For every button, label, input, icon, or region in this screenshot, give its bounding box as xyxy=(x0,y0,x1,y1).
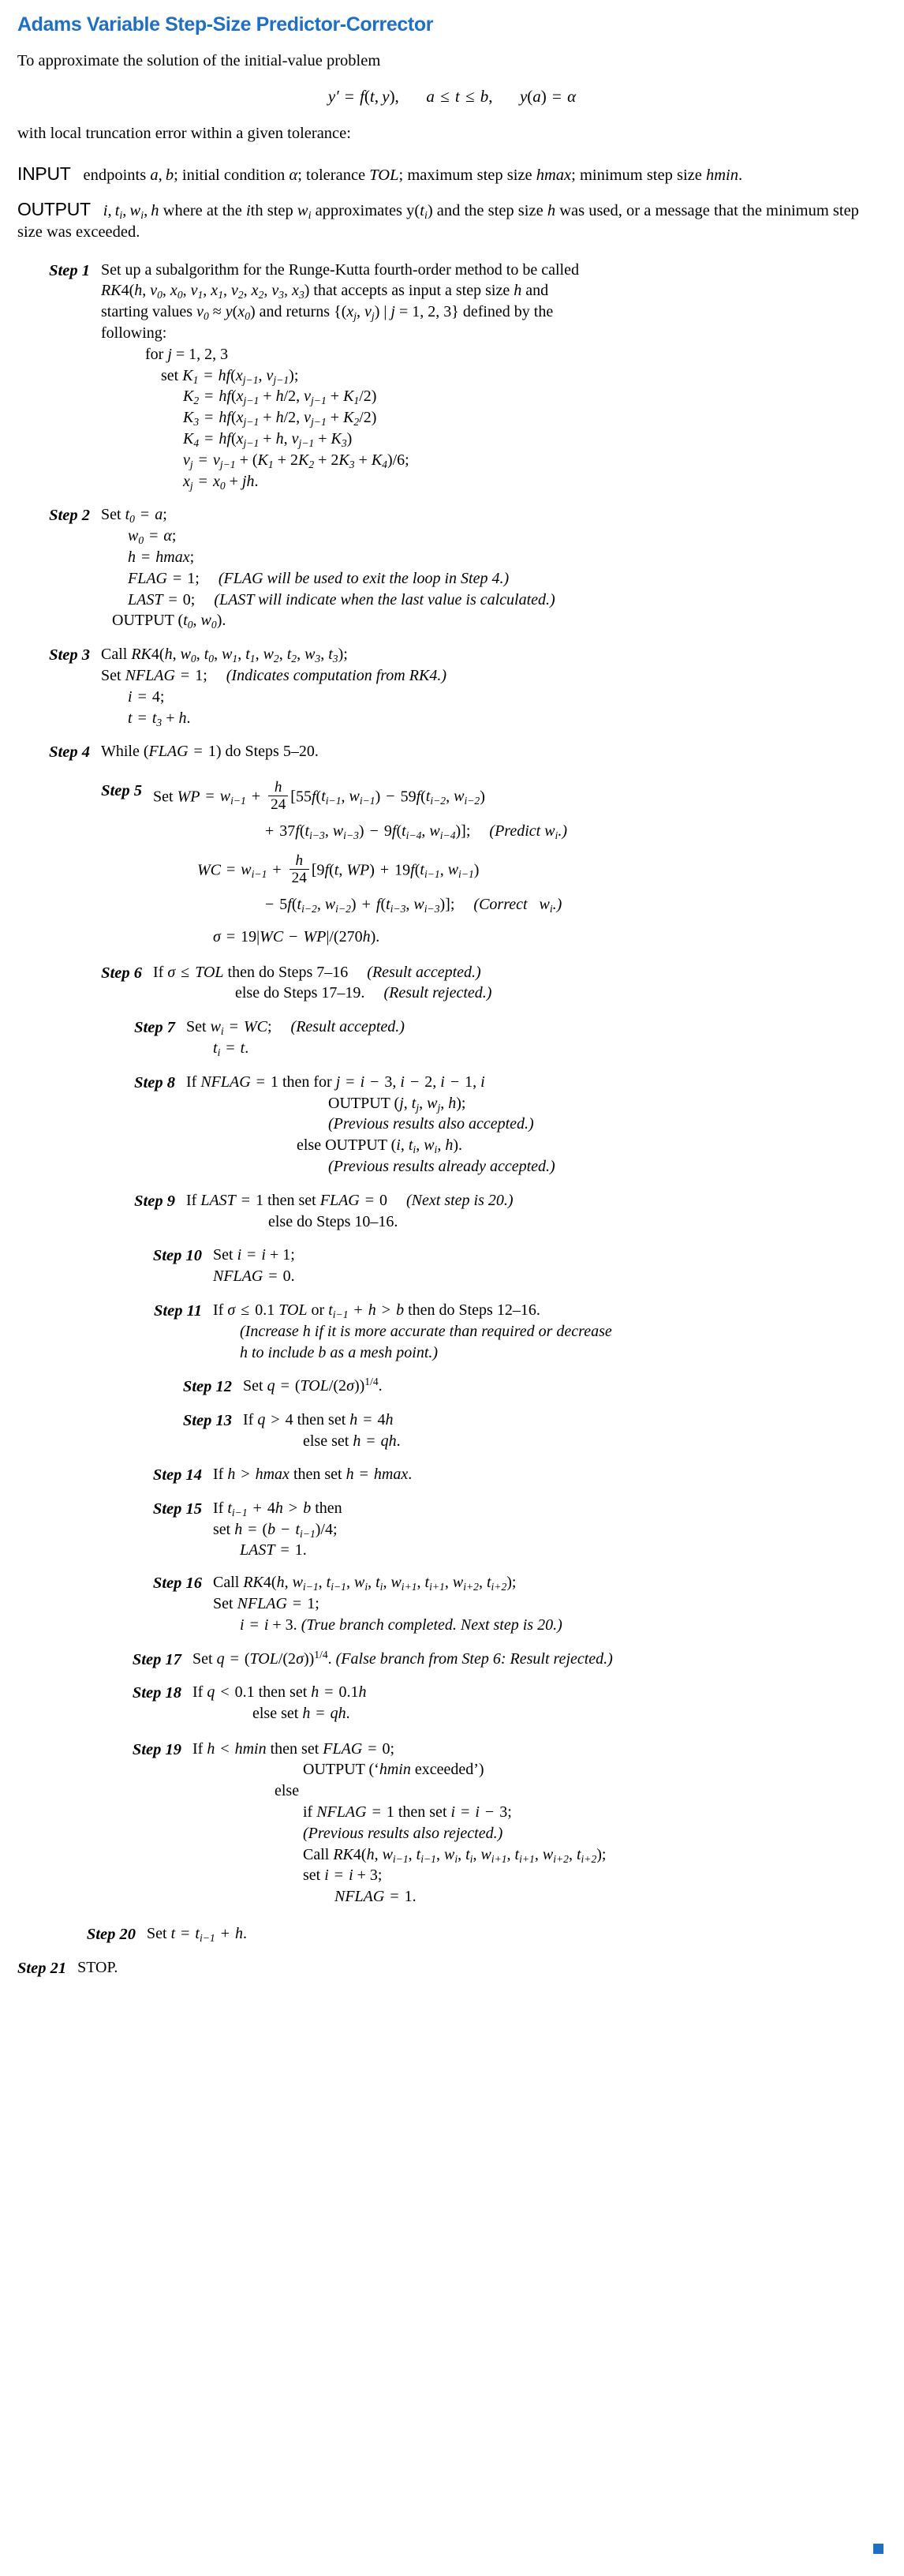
step-1-line-2: starting values $v_0 \approx y(x_0)$ and returns {($x_j$, $v_j$) | j = 1, 2, 3} defined by the xyxy=(101,303,554,323)
step-9-label: Step 9 xyxy=(134,1192,175,1210)
step-21-line-0: STOP. xyxy=(77,1958,118,1976)
step-3-line-1: Set NFLAG = 1; (Indicates computation from RK4.) xyxy=(101,666,446,684)
step-8-line-4: (Previous results already accepted.) xyxy=(328,1157,555,1175)
step-8 xyxy=(103,1072,887,1178)
step-5-line-3: − $5f(t_{i-2}$, $w_{i-2}) + f(t_{i-3}$, $w_{i-3}$)]; (Correct $w_i$.) xyxy=(265,895,562,915)
step-18 xyxy=(115,1682,887,1724)
step-1-line-0: Set up a subalgorithm for the Runge-Kutta fourth-order method to be called xyxy=(101,260,579,279)
step-2-line-5: OUTPUT ($t_0$, $w_0$). xyxy=(112,612,226,631)
step-13-line-1: else set h = qh. xyxy=(303,1432,401,1450)
step-15-label: Step 15 xyxy=(152,1500,202,1518)
step-13 xyxy=(166,1410,887,1452)
step-18-body xyxy=(181,1682,887,1724)
step-1-body xyxy=(90,260,887,492)
step-5-body xyxy=(142,780,887,948)
step-15-line-2: LAST = 1. xyxy=(240,1541,307,1559)
step-16-line-1: Set NFLAG = 1; xyxy=(213,1595,319,1613)
step-18-line-1: else set h = qh. xyxy=(252,1704,350,1722)
step-1-line-1: RK4(h, $v_0$, $x_0$, $v_1$, $x_1$, $v_2$, $x_2$, $v_3$, $x_3$) that accepts as input a step size h and xyxy=(101,282,549,301)
step-8-body xyxy=(175,1072,887,1178)
step-8-label: Step 8 xyxy=(134,1073,175,1091)
step-6-line-0: If σ ≤ TOL then do Steps 7–16 (Result accepted.) xyxy=(153,963,481,981)
step-14-body xyxy=(202,1464,887,1485)
step-20-body xyxy=(136,1923,887,1945)
step-18-label: Step 18 xyxy=(132,1684,181,1702)
step-1-line-3: following: xyxy=(101,324,167,343)
step-2-line-1: $w_0 = \alpha$; xyxy=(128,527,177,546)
step-19-line-3: if NFLAG = 1 then set i = i − 3; xyxy=(303,1803,512,1822)
step-9-line-0: If LAST = 1 then set FLAG = 0 (Next step is 20.) xyxy=(186,1191,514,1209)
step-17 xyxy=(115,1649,887,1671)
step-1-line-5: set $K_1 = hf(x_{j-1}$, $v_{j-1}$); xyxy=(161,366,299,386)
step-5-label: Step 5 xyxy=(101,781,142,799)
step-12-body xyxy=(232,1376,887,1397)
step-5-line-0: Set WP = $w_{i-1}$ + $\frac{h}{24}$ [$55f(t_{i-1}$, $w_{i-1}) - 59f(t_{i-2}$, $w_{i-2}$) xyxy=(153,778,485,814)
page-title: Adams Variable Step-Size Predictor-Corrector xyxy=(17,13,434,36)
step-3-line-3: $t = t_3 + h$. xyxy=(128,709,191,728)
input-block: INPUT endpoints a, b; initial condition α; tolerance TOL; maximum step size hmax; minimum step size hmin. xyxy=(17,163,743,184)
step-10 xyxy=(136,1245,887,1287)
step-11 xyxy=(136,1300,887,1363)
step-4-body xyxy=(90,741,887,762)
step-19-line-0: If h < hmin then set FLAG = 0; xyxy=(192,1739,395,1758)
step-6-line-1: else do Steps 17–19. (Result rejected.) xyxy=(235,984,492,1002)
step-19-label: Step 19 xyxy=(132,1740,181,1758)
step-2-line-2: h = hmax; xyxy=(128,549,195,566)
step-20 xyxy=(69,1923,887,1945)
step-20-line-0: Set $t = t_{i-1} + h$. xyxy=(147,1925,247,1944)
step-7-label: Step 7 xyxy=(134,1019,175,1037)
step-13-body xyxy=(232,1410,887,1452)
step-15-body xyxy=(202,1498,887,1561)
step-7 xyxy=(103,1017,887,1059)
step-19-line-1: OUTPUT (‘hmin exceeded’) xyxy=(303,1761,484,1779)
step-11-line-1: (Increase h if it is more accurate than required or decrease xyxy=(240,1322,612,1340)
step-5 xyxy=(69,780,887,948)
step-2-line-0: Set $t_0 = a$; xyxy=(101,506,167,526)
step-18-line-0: If q < 0.1 then set h = 0.1h xyxy=(192,1683,367,1702)
step-2-body xyxy=(90,504,887,631)
step-14-line-0: If h > hmax then set h = hmax. xyxy=(213,1466,413,1484)
step-4 xyxy=(17,741,887,763)
step-19-body xyxy=(181,1739,887,1908)
input-label: INPUT xyxy=(17,163,71,184)
end-of-algorithm-marker xyxy=(873,2544,883,2554)
step-20-label: Step 20 xyxy=(86,1926,136,1944)
initial-value-problem-equation: y′ = f(t, y), a ≤ t ≤ b, y(a) = α xyxy=(327,86,577,106)
step-17-line-0: Set $q = (TOL/(2\sigma))^{1/4}$. (False branch from Step 6: Result rejected.) xyxy=(192,1648,613,1668)
step-9 xyxy=(103,1190,887,1233)
step-13-label: Step 13 xyxy=(182,1411,232,1429)
step-1 xyxy=(17,260,887,492)
step-6 xyxy=(69,962,887,1005)
step-6-body xyxy=(142,962,887,1005)
step-11-line-0: If σ ≤ 0.1 TOL or $t_{i-1} + h > b$ then do Steps 12–16. xyxy=(213,1301,540,1320)
step-15-line-1: set $h = (b - t_{i-1})/4$; xyxy=(213,1520,338,1540)
step-5-line-1: + $37f(t_{i-3}$, $w_{i-3}) - 9f(t_{i-4}$, $w_{i-4}$)]; (Predict $w_i$.) xyxy=(265,822,567,841)
step-1-label: Step 1 xyxy=(49,261,90,279)
step-1-line-7: $K_3 = hf(x_{j-1} + h/2$, $v_{j-1} + K_2/2$) xyxy=(183,409,377,429)
step-10-body xyxy=(202,1245,887,1287)
step-11-label: Step 11 xyxy=(154,1301,202,1320)
step-4-line-0: While (FLAG = 1) do Steps 5–20. xyxy=(101,743,319,761)
step-12-label: Step 12 xyxy=(182,1378,232,1396)
step-8-line-1: OUTPUT (j, $t_j$, $w_j$, h); xyxy=(328,1094,466,1114)
step-19-line-5: Call RK4(h, $w_{i-1}$, $t_{i-1}$, $w_i$, $t_i$, $w_{i+1}$, $t_{i+1}$, $w_{i+2}$, $t_{i+2}$); xyxy=(303,1845,607,1865)
step-16-label: Step 16 xyxy=(152,1574,202,1593)
output-label: OUTPUT xyxy=(17,199,91,220)
step-13-line-0: If q > 4 then set h = 4h xyxy=(243,1410,394,1428)
step-5-line-4: σ = 19|WC − WP|/(270h). xyxy=(213,927,380,945)
step-11-body xyxy=(202,1300,887,1363)
step-19-line-6: set i = i + 3; xyxy=(303,1866,383,1885)
step-16-line-0: Call RK4(h, $w_{i-1}$, $t_{i-1}$, $w_i$, $t_i$, $w_{i+1}$, $t_{i+1}$, $w_{i+2}$, $t_{i+2}$); xyxy=(213,1574,517,1593)
step-21-label: Step 21 xyxy=(17,1959,67,1977)
step-1-line-8: $K_4 = hf(x_{j-1} + h$, $v_{j-1} + K_3$) xyxy=(183,430,353,449)
step-10-label: Step 10 xyxy=(152,1247,202,1265)
step-1-line-10: $x_j = x_0$ + jh. xyxy=(183,472,259,492)
step-2 xyxy=(17,504,887,631)
step-21 xyxy=(17,1957,887,1979)
step-17-label: Step 17 xyxy=(132,1650,181,1668)
step-6-label: Step 6 xyxy=(101,964,142,982)
step-17-body xyxy=(181,1649,887,1670)
step-7-line-0: Set $w_i$ = WC; (Result accepted.) xyxy=(186,1018,405,1037)
intro-tail: with local truncation error within a given tolerance: xyxy=(17,124,351,142)
step-9-line-1: else do Steps 10–16. xyxy=(268,1212,398,1230)
step-1-line-9: $v_j = v_{j-1} + (K_1 + 2K_2 + 2K_3 + K_4)/6$; xyxy=(183,451,409,470)
step-3 xyxy=(17,644,887,728)
step-14 xyxy=(136,1464,887,1486)
step-16-body xyxy=(202,1572,887,1635)
intro-lead: To approximate the solution of the initial-value problem xyxy=(17,51,381,69)
step-19-line-7: NFLAG = 1. xyxy=(334,1888,417,1906)
step-12-line-0: Set $q = (TOL/(2\sigma))^{1/4}$. xyxy=(243,1376,383,1395)
step-3-body xyxy=(90,644,887,728)
step-19 xyxy=(115,1739,887,1908)
step-1-line-6: $K_2 = hf(x_{j-1} + h/2$, $v_{j-1} + K_1/2$) xyxy=(183,388,377,407)
step-2-line-3: FLAG = 1; (FLAG will be used to exit the loop in Step 4.) xyxy=(128,569,510,587)
step-3-line-2: i = 4; xyxy=(128,687,165,706)
step-14-label: Step 14 xyxy=(152,1466,202,1485)
step-16 xyxy=(136,1572,887,1635)
step-7-body xyxy=(175,1017,887,1059)
step-19-line-2: else xyxy=(275,1782,300,1800)
step-10-line-0: Set i = i + 1; xyxy=(213,1246,295,1264)
step-9-body xyxy=(175,1190,887,1233)
step-2-line-4: LAST = 0; (LAST will indicate when the last value is calculated.) xyxy=(128,590,555,608)
step-4-label: Step 4 xyxy=(49,743,90,762)
step-21-body xyxy=(66,1957,887,1979)
step-19-line-4: (Previous results also rejected.) xyxy=(303,1824,503,1842)
step-11-line-2: h to include b as a mesh point.) xyxy=(240,1343,439,1361)
step-3-label: Step 3 xyxy=(49,646,90,665)
step-10-line-1: NFLAG = 0. xyxy=(213,1267,295,1286)
step-15-line-0: If $t_{i-1} + 4h > b$ then xyxy=(213,1499,342,1518)
step-16-line-2: i = i + 3. (True branch completed. Next step is 20.) xyxy=(240,1616,562,1634)
step-2-label: Step 2 xyxy=(49,507,90,525)
step-8-line-2: (Previous results also accepted.) xyxy=(328,1115,534,1133)
step-8-line-0: If NFLAG = 1 then for j = i − 3, i − 2, i − 1, i xyxy=(186,1073,485,1091)
step-15 xyxy=(136,1498,887,1561)
step-7-line-1: $t_i = t$. xyxy=(213,1039,249,1058)
step-3-line-0: Call RK4(h, $w_0$, $t_0$, $w_1$, $t_1$, $w_2$, $t_2$, $w_3$, $t_3$); xyxy=(101,646,348,665)
step-5-line-2: WC = $w_{i-1}$ + $\frac{h}{24}$ [9f(t, $WP) + 19f(t_{i-1}$, $w_{i-1}$) xyxy=(197,852,480,887)
step-1-line-4: for j = 1, 2, 3 xyxy=(145,345,229,363)
step-12 xyxy=(166,1376,887,1398)
step-8-line-3: else OUTPUT (i, $t_i$, $w_i$, h). xyxy=(297,1136,462,1155)
output-block: OUTPUT i, $t_i$, $w_i$, h where at the ith step $w_i$ approximates $y(t_i)$ and the step size h was used, or a message that the minimum step size was exceeded. xyxy=(17,199,859,242)
